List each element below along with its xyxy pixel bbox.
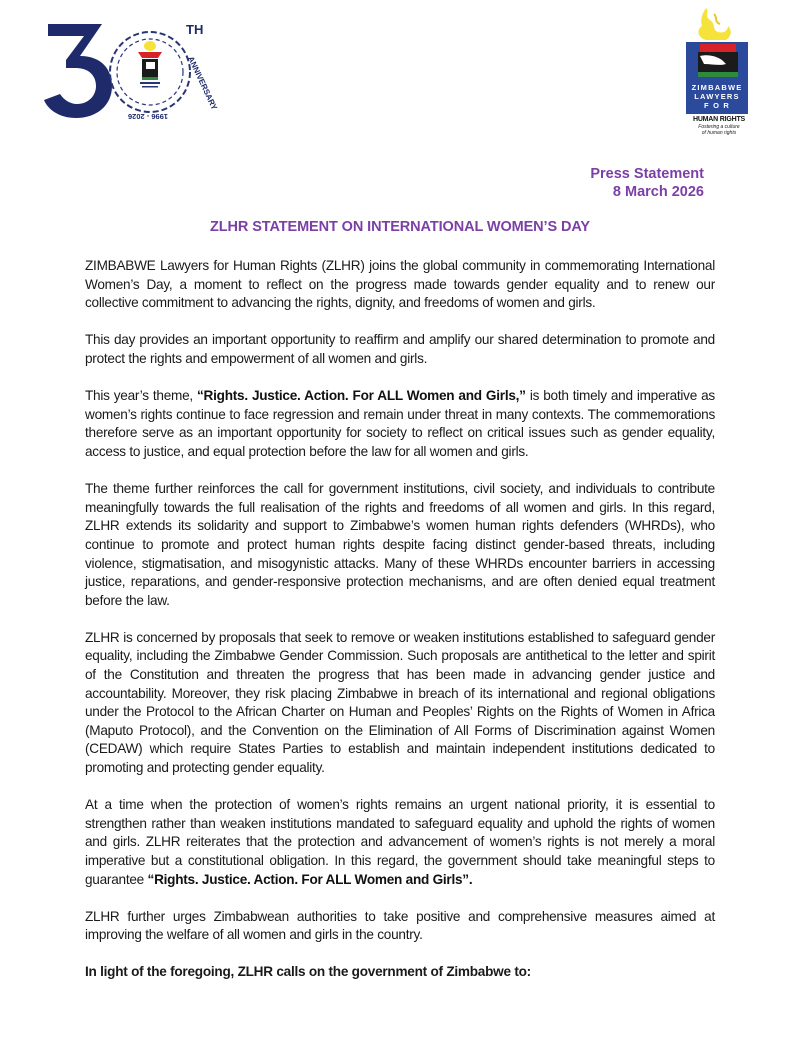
paragraph-7: ZLHR further urges Zimbabwean authorities to take positive and comprehensive measures aimed at improving the welfare of all women and girls in the country. <box>85 908 715 943</box>
doc-type: Press Statement <box>590 166 704 182</box>
page-title: ZLHR STATEMENT ON INTERNATIONAL WOMEN’S DAY <box>210 219 590 235</box>
zlhr-logo-org: HUMAN RIGHTS <box>692 116 746 123</box>
zlhr-emblem <box>686 42 748 114</box>
flame-icon <box>684 4 754 44</box>
zlhr-logo-line-2: LAWYERS <box>694 92 740 101</box>
zlhr-logo-line-3: F O R <box>704 101 730 110</box>
paragraph-1: ZIMBABWE Lawyers for Human Rights (ZLHR) joins the global community in commemorating International Women’s Day, a moment to reflect on the progress made towards gender equality and to renew our collective commitment to advancing the rights, dignity, and freedoms of women and girls. <box>85 258 715 311</box>
zlhr-tagline-2: of human rights <box>701 129 737 136</box>
statement-body <box>85 257 715 992</box>
paragraph-5: ZLHR is concerned by proposals that seek to remove or weaken institutions established to safeguard gender equality, including the Zimbabwe Gender Commission. Such proposals are antithetical to the letter and spirit of the Constitution and threaten the progress that has been made in advancing gender justice and accountability. Moreover, they risk placing Zimbabwe in breach of its international and regional obligations under the Protocol to the African Charter on Human and Peoples’ Rights on the Rights of Women in Africa (Maputo Protocol), and the Convention on the Elimination of All Forms of Discrimination against Women (CEDAW) which require States Parties to establish and maintain independent institutions dedicated to promoting and protecting gender equality. <box>85 629 715 776</box>
zlhr-logo <box>684 4 754 134</box>
paragraph-6 <box>85 796 715 889</box>
doc-date: 8 March 2026 <box>612 184 704 200</box>
zlhr-tagline-1: Fostering a culture <box>698 124 740 130</box>
closing-call: In light of the foregoing, ZLHR calls on the government of Zimbabwe to: <box>85 963 531 979</box>
paragraph-4: The theme further reinforces the call for government institutions, civil society, and individuals to contribute meaningfully towards the full realisation of the rights and freedoms of all women and girls. In this regard, ZLHR extends its solidarity and support to Zimbabwe’s women human rights defenders (WHRDs), who continue to promote and protect human rights despite facing distinct gender-based threats, including violence, stigmatisation, and misogynistic attacks. Many of these WHRDs encounter barriers in accessing justice, reparations, and gender-responsive protection mechanisms, and are often denied equal treatment before the law. <box>85 481 715 608</box>
paragraph-3 <box>85 387 715 461</box>
theme-bold-2: “Rights. Justice. Action. For ALL Women and Girls”. <box>147 871 473 887</box>
anniversary-logo <box>40 14 220 124</box>
p3-text-post: is both timely and imperative as women’s rights continue to face regression and remain under threat in many contexts. The commemorations therefore serve as an important opportunity for society to reflect on critical issues such as gender equality, access to justice, and equal protection before the law for all women and girls. <box>85 388 715 459</box>
hand-emblem-icon <box>686 42 748 78</box>
zlhr-logo-line-1: ZIMBABWE <box>691 83 743 92</box>
anniversary-emblem-icon <box>40 14 220 124</box>
svg-text:ANNIVERSARY: ANNIVERSARY <box>186 55 219 112</box>
svg-text:TH: TH <box>186 22 204 37</box>
p3-text-pre: This year’s theme, <box>85 388 197 404</box>
press-meta <box>590 165 704 201</box>
zlhr-logo-tagline <box>684 125 754 136</box>
p6-text-pre: At a time when the protection of women’s rights remains an urgent national priority, it is essential to strengthen rather than weaken institutions mandated to safeguard equality and uphold the rights of women and girls. ZLHR reiterates that the protection and advancement of women’s rights is not merely a moral imperative but a constitutional obligation. In this regard, the government should take meaningful steps to guarantee <box>85 797 715 887</box>
svg-text:1996 - 2026: 1996 - 2026 <box>127 112 168 121</box>
paragraph-2: This day provides an important opportunity to reaffirm and amplify our shared determination to promote and protect the rights and empowerment of all women and girls. <box>85 332 715 366</box>
theme-bold: “Rights. Justice. Action. For ALL Women and Girls,” <box>197 388 526 404</box>
